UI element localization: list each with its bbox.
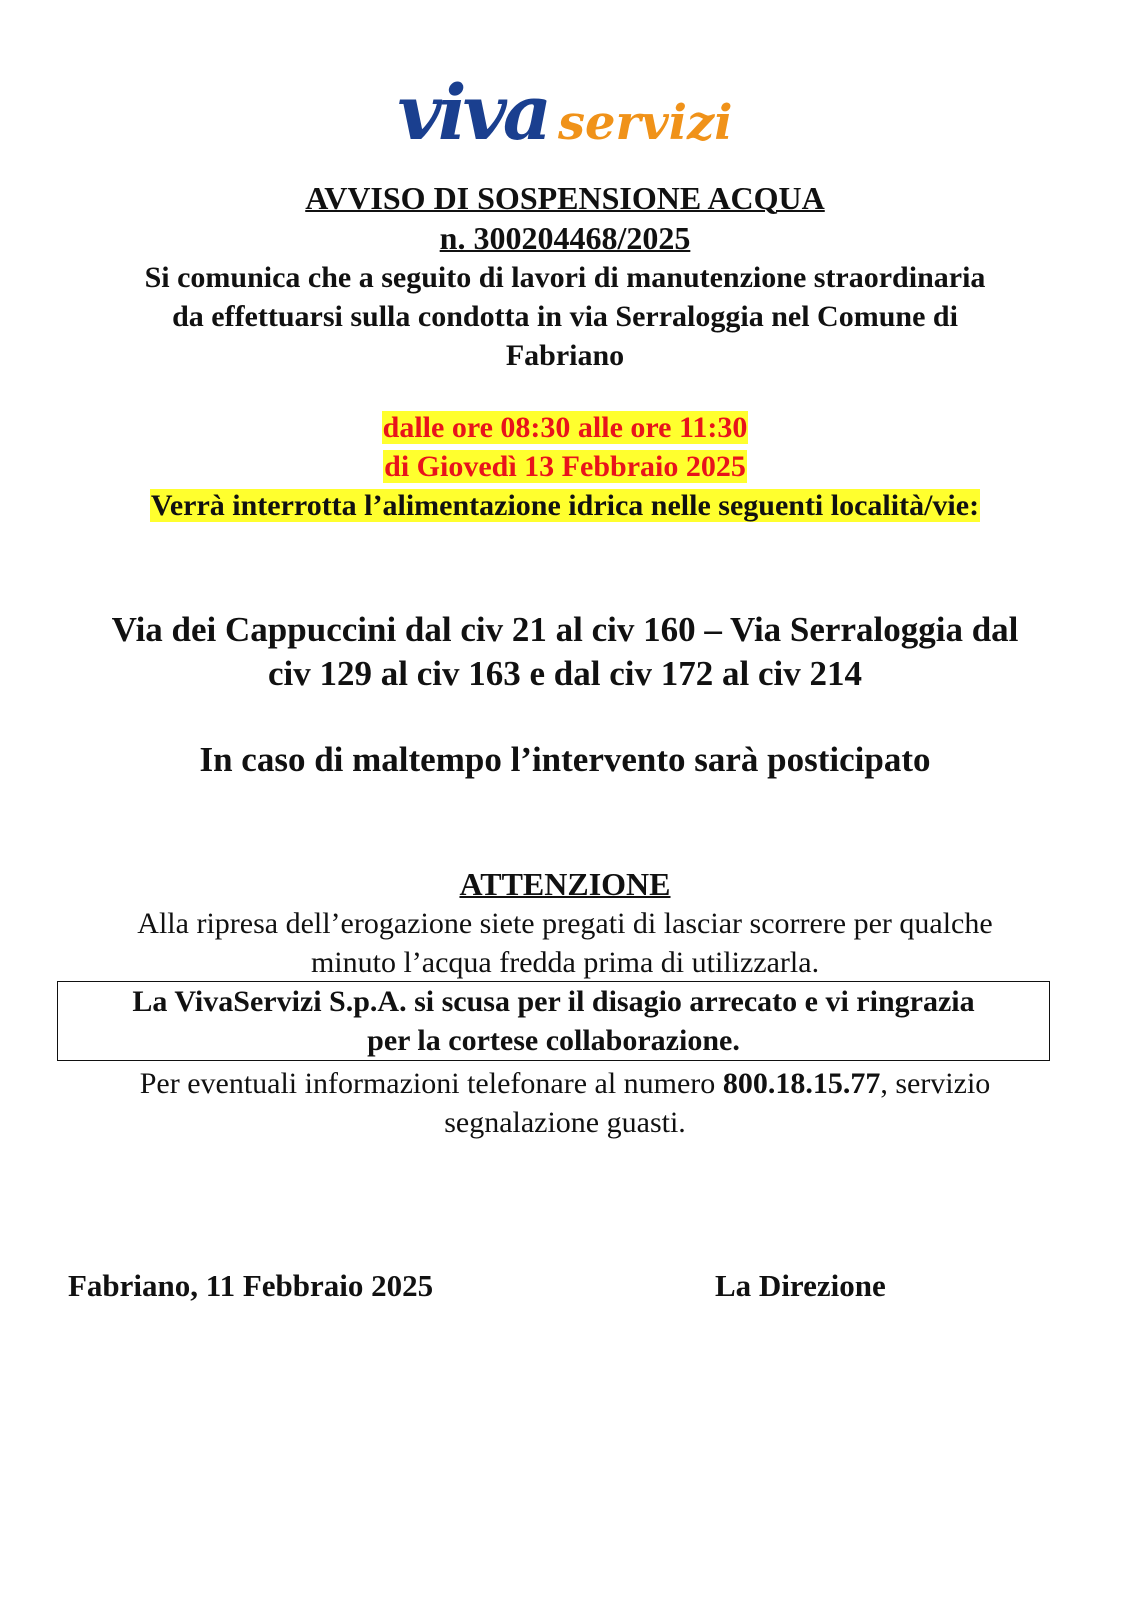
vivaservizi-logo bbox=[0, 68, 1130, 157]
info-line: segnalazione guasti. bbox=[444, 1106, 686, 1139]
notice-title: AVVISO DI SOSPENSIONE ACQUA bbox=[305, 180, 825, 216]
info-paragraph bbox=[0, 1064, 1130, 1142]
streets-line: civ 129 al civ 163 e dal civ 172 al civ 214 bbox=[268, 654, 862, 693]
affected-streets bbox=[0, 608, 1130, 696]
attention-heading-text: ATTENZIONE bbox=[459, 866, 671, 902]
info-suffix: , servizio bbox=[880, 1067, 991, 1100]
notice-number: n. 300204468/2025 bbox=[439, 220, 691, 256]
attention-heading bbox=[0, 864, 1130, 904]
interruption-text: Verrà interrotta l’alimentazione idrica nelle seguenti località/vie: bbox=[150, 489, 980, 522]
time-range: dalle ore 08:30 alle ore 11:30 bbox=[382, 411, 748, 444]
attention-line: minuto l’acqua fredda prima di utilizzarla. bbox=[310, 946, 820, 979]
attention-paragraph bbox=[0, 904, 1130, 982]
info-prefix: Per eventuali informazioni telefonare al numero bbox=[139, 1067, 723, 1100]
intro-paragraph bbox=[0, 258, 1130, 375]
intro-line: da effettuarsi sulla condotta in via Serraloggia nel Comune di bbox=[172, 300, 958, 333]
apology-box bbox=[57, 981, 1050, 1061]
weather-note: In caso di maltempo l’intervento sarà posticipato bbox=[199, 740, 931, 779]
streets-line: Via dei Cappuccini dal civ 21 al civ 160 – Via Serraloggia dal bbox=[111, 610, 1019, 649]
logo-servizi: servizi bbox=[557, 95, 733, 151]
suspension-date: di Giovedì 13 Febbraio 2025 bbox=[384, 450, 746, 483]
signature: La Direzione bbox=[715, 1268, 886, 1303]
logo-viva: viva bbox=[397, 68, 548, 157]
attention-line: Alla ripresa dell’erogazione siete pregati di lasciar scorrere per qualche bbox=[137, 907, 993, 940]
info-phone-number: 800.18.15.77 bbox=[722, 1067, 881, 1100]
intro-line: Si comunica che a seguito di lavori di manutenzione straordinaria bbox=[144, 261, 986, 294]
notice-header bbox=[0, 178, 1130, 258]
apology-line: per la cortese collaborazione. bbox=[367, 1024, 740, 1057]
apology-line: La VivaServizi S.p.A. si scusa per il disagio arrecato e vi ringrazia bbox=[132, 985, 975, 1018]
schedule-block bbox=[0, 408, 1130, 525]
place-date: Fabriano, 11 Febbraio 2025 bbox=[68, 1268, 434, 1303]
intro-line: Fabriano bbox=[505, 339, 625, 372]
